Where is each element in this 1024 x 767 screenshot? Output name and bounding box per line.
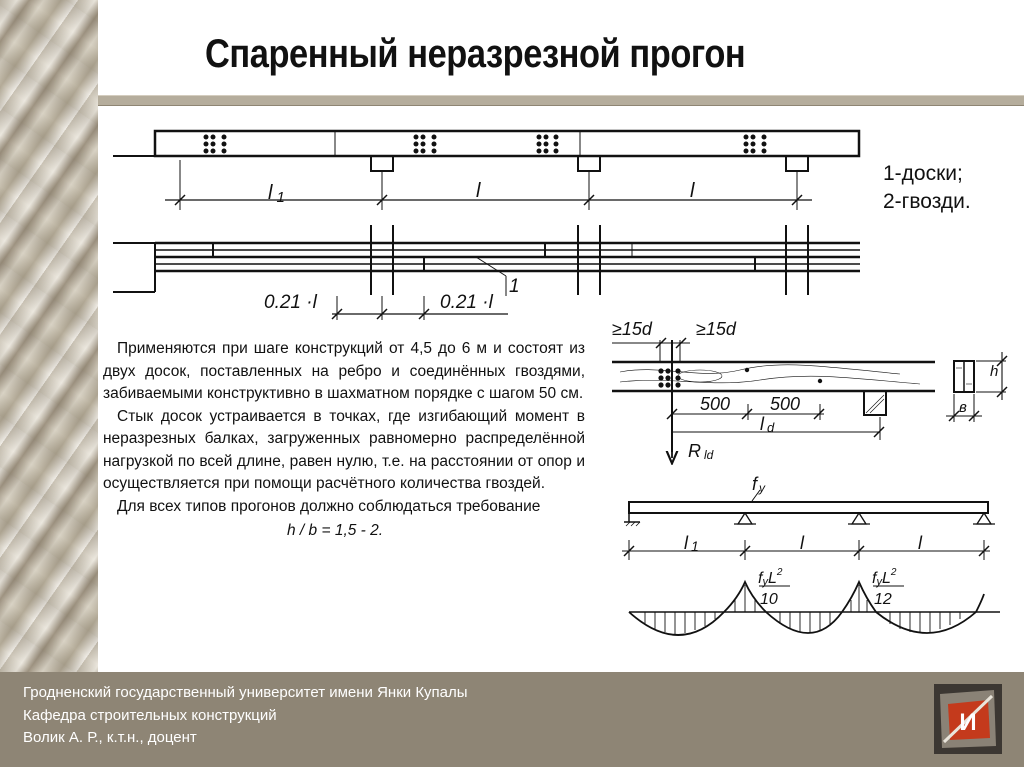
legend-item-boards: 1-доски; (883, 162, 963, 185)
board-callout-1: 1 (509, 276, 520, 297)
svg-text:И: И (959, 709, 977, 736)
university-logo (934, 684, 1002, 754)
moment-support-numerator-left: fyL$^2$ (758, 567, 783, 588)
footer-text (23, 682, 468, 750)
moment-support-denominator-left: 10 (760, 591, 778, 608)
nail-length-label: l d (760, 414, 775, 435)
paragraph-requirement: Для всех типов прогонов должно соблюдаться требование (117, 497, 541, 515)
footer-university: Гродненский государственный университет имени Янки Купалы (23, 684, 468, 701)
section-height-label: h (990, 363, 999, 380)
joint-offset-label-left: 0.21 ·l (264, 292, 317, 313)
paragraph-application: Применяются при шаге конструкций от 4,5 до 6 м и состоят из двух досок, поставленных на ребро и соединённых гвоздями, забиваемыми конструктивно в шахматном порядке с шагом 50 см. (103, 340, 585, 402)
moment-support-denominator-right: 12 (874, 591, 892, 608)
moment-support-numerator-right: fyL$^2$ (872, 567, 897, 588)
span-label-l3: l (690, 180, 695, 202)
span-label-l1: l 1 (268, 182, 285, 206)
nail-step-label-1: 500 (700, 394, 731, 414)
footer-bar (0, 672, 1024, 767)
paragraph-joint: Стык досок устраивается в точках, где изгибающий момент в неразрезных балках, загруженных равномерно распределённой нагрузкой по всей длине, равен нулю, т.е. на расстоянии от опор и осуществляется при помощи расчётного количества гвоздей. (103, 407, 585, 492)
nail-step-label-2: 500 (770, 394, 801, 414)
page-title: Спаренный неразрезной прогон (205, 32, 746, 76)
scheme-span-l1: l 1 (684, 533, 699, 554)
nail-spacing-label-2: ≥15d (696, 319, 736, 339)
joint-offset-label-right: 0.21 ·l (440, 292, 493, 313)
legend (883, 160, 971, 216)
static-scheme (622, 490, 1000, 635)
nail-spacing-label-1: ≥15d (612, 319, 652, 339)
body-text (103, 338, 585, 543)
footer-department: Кафедра строительных конструкций (23, 706, 277, 724)
scheme-span-l2: l (800, 533, 804, 553)
nail-groups (204, 135, 767, 154)
legend-item-nails: 2-гвозди. (883, 190, 971, 213)
logo-icon (934, 684, 1002, 754)
footer-author: Волик А. Р., к.т.н., доцент (23, 729, 197, 746)
reaction-label: Rld (688, 441, 714, 462)
load-label: fy (752, 474, 766, 495)
requirement-formula: h / b = 1,5 - 2. (287, 522, 384, 539)
span-label-l2: l (476, 180, 481, 202)
scheme-span-l3: l (918, 533, 922, 553)
section-width-label: в (959, 399, 967, 416)
